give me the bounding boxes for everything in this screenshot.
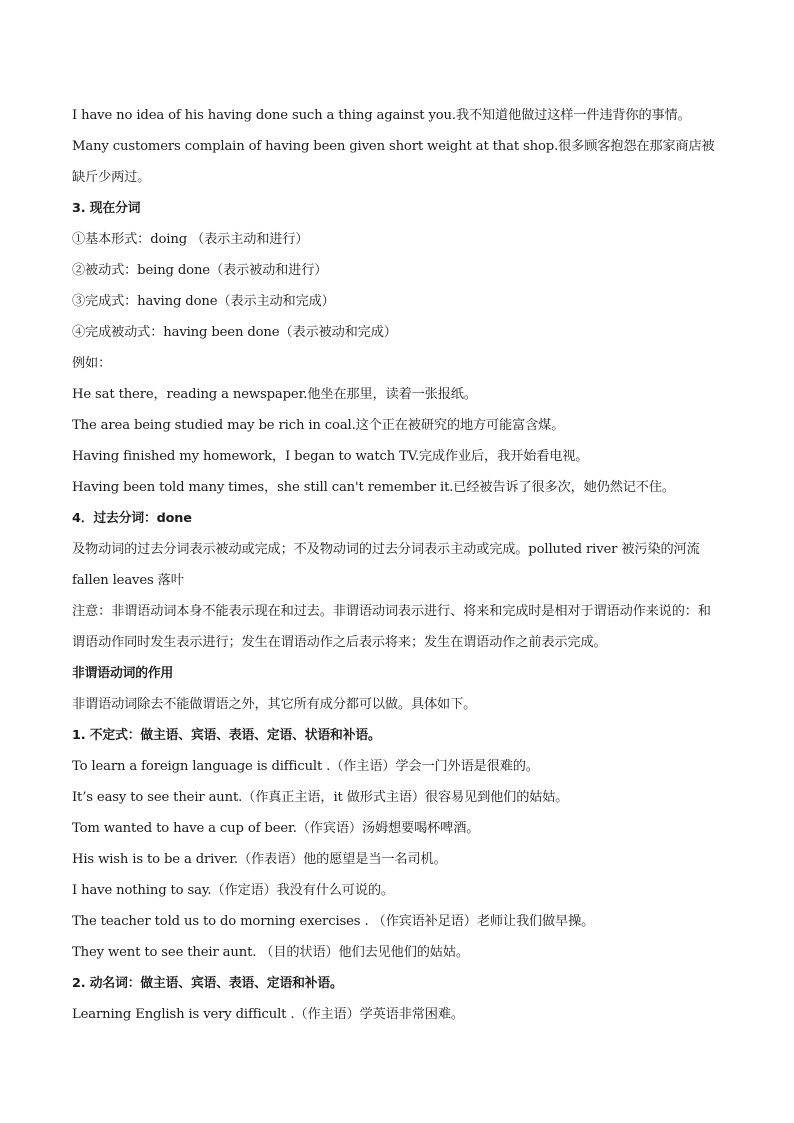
text-line: 例如： (72, 356, 112, 371)
list-item: ②被动式：being done（表示被动和进行） (72, 263, 328, 278)
list-item: ①基本形式：doing （表示主动和进行） (72, 232, 309, 247)
example-sentence: The area being studied may be rich in coal.这个正在被研究的地方可能富含煤。 (72, 418, 565, 433)
text-line: Many customers complain of having been given short weight at that shop.很多顾客抱怨在那家商店被缺斤少两过。 (72, 139, 715, 185)
example-sentence: The teacher told us to do morning exercises . （作宾语补足语）老师让我们做早操。 (72, 914, 595, 929)
example-sentence: His wish is to be a driver.（作表语）他的愿望是当一名司机。 (72, 852, 447, 867)
example-sentence: Having been told many times，she still can't remember it.已经被告诉了很多次，她仍然记不住。 (72, 480, 675, 495)
text-line: I have no idea of his having done such a thing against you.我不知道他做过这样一件违背你的事情。 (72, 108, 691, 123)
example-sentence: Learning English is very difficult .（作主语）学英语非常困难。 (72, 1007, 464, 1022)
list-item: ④完成被动式：having been done（表示被动和完成） (72, 325, 397, 340)
example-sentence: Tom wanted to have a cup of beer.（作宾语）汤姆想要喝杯啤酒。 (72, 821, 480, 836)
example-sentence: He sat there，reading a newspaper.他坐在那里，读着一张报纸。 (72, 387, 477, 402)
example-sentence: I have nothing to say.（作定语）我没有什么可说的。 (72, 883, 394, 898)
section-heading: 3. 现在分词 (72, 201, 141, 216)
note-paragraph: 注意：非谓语动词本身不能表示现在和过去。非谓语动词表示进行、将来和完成时是相对于谓语动作来说的：和谓语动作同时发生表示进行；发生在谓语动作之后表示将来；发生在谓语动作之前表示完成。 (72, 604, 711, 650)
document-body (72, 100, 722, 1030)
list-item: ③完成式：having done（表示主动和完成） (72, 294, 335, 309)
section-heading: 非谓语动词的作用 (72, 666, 174, 681)
example-sentence: It’s easy to see their aunt.（作真正主语，it 做形式主语）很容易见到他们的姑姑。 (72, 790, 569, 805)
text-line: 非谓语动词除去不能做谓语之外，其它所有成分都可以做。具体如下。 (72, 697, 477, 712)
example-sentence: Having finished my homework，I began to watch TV.完成作业后，我开始看电视。 (72, 449, 589, 464)
section-heading: 4．过去分词：done (72, 511, 192, 526)
section-heading: 1. 不定式：做主语、宾语、表语、定语、状语和补语。 (72, 728, 381, 743)
section-heading: 2. 动名词：做主语、宾语、表语、定语和补语。 (72, 976, 343, 991)
example-sentence: They went to see their aunt. （目的状语）他们去见他们的姑姑。 (72, 945, 469, 960)
text-line: 及物动词的过去分词表示被动或完成；不及物动词的过去分词表示主动或完成。polluted river 被污染的河流 fallen leaves 落叶 (72, 542, 700, 588)
example-sentence: To learn a foreign language is difficult .（作主语）学会一门外语是很难的。 (72, 759, 539, 774)
